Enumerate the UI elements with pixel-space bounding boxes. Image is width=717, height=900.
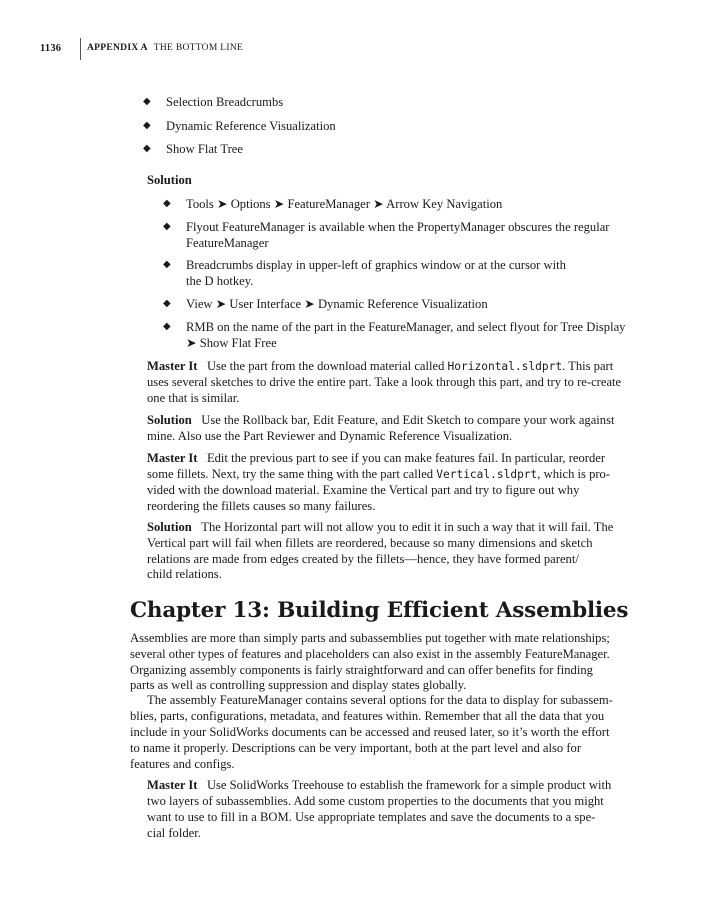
bullet-icon: ◆ <box>163 321 171 332</box>
list-item-line: the D hotkey. <box>186 274 254 288</box>
bullet-icon: ◆ <box>163 221 171 232</box>
paragraph-line: Organizing assembly components is fairly straightforward and can offer benefits for finding <box>130 663 593 677</box>
paragraph-line: include in your SolidWorks documents can be accessed and reused later, so it’s worth the effort <box>130 725 610 739</box>
arrow-separator-icon: ➤ <box>273 197 285 211</box>
appendix-label: APPENDIX A <box>87 43 148 53</box>
master-it-line: Master It Use SolidWorks Treehouse to establish the framework for a simple product with <box>147 778 612 792</box>
paragraph-line: reordering the fillets causes so many failures. <box>147 499 376 513</box>
header-divider <box>80 38 81 60</box>
chapter-heading: Chapter 13: Building Efficient Assemblies <box>130 598 629 623</box>
solution-line: Solution The Horizontal part will not allow you to edit it in such a way that it will fail. The <box>147 520 614 534</box>
running-title <box>87 43 243 53</box>
paragraph-line: one that is similar. <box>147 391 240 405</box>
bullet-icon: ◆ <box>163 259 171 270</box>
list-item: Selection Breadcrumbs <box>166 95 284 109</box>
list-item-line: Breadcrumbs display in upper-left of graphics window or at the cursor with <box>186 258 566 272</box>
paragraph-line: some fillets. Next, try the same thing with the part called Vertical.sldprt, which is pro- <box>147 467 611 481</box>
master-it-line: Master It Use the part from the download material called Horizontal.sldprt. This part <box>147 359 614 373</box>
paragraph-line: Vertical part will fail when fillets are reordered, because so many dimensions and sketch <box>147 536 593 550</box>
solution-label: Solution <box>147 520 192 534</box>
paragraph-line: several other types of features and placeholders can also exist in the assembly FeatureManager. <box>130 647 610 661</box>
paragraph-line: to name it properly. Descriptions can be very important, both at the part level and also for <box>130 741 582 755</box>
solution-heading: Solution <box>147 173 192 187</box>
paragraph-line: two layers of subassemblies. Add some custom properties to the documents that you might <box>147 794 604 808</box>
list-item: Dynamic Reference Visualization <box>166 119 336 133</box>
bullet-icon: ◆ <box>143 143 151 154</box>
arrow-separator-icon: ➤ <box>304 297 315 311</box>
bullet-icon: ◆ <box>163 298 171 309</box>
paragraph-line: vided with the download material. Examine the Vertical part and try to figure out why <box>147 483 580 497</box>
arrow-separator-icon: ➤ <box>216 197 228 211</box>
paragraph-line: parts as well as controlling suppression and display states globally. <box>130 678 467 692</box>
bullet-icon: ◆ <box>143 96 151 107</box>
paragraph-line: child relations. <box>147 567 222 581</box>
paragraph-line: features and configs. <box>130 757 235 771</box>
paragraph-line: relations are made from edges created by the fillets—hence, they have formed parent/ <box>147 552 579 566</box>
list-item-line: RMB on the name of the part in the FeatureManager, and select flyout for Tree Display <box>186 320 626 334</box>
list-item-line: FeatureManager <box>186 236 269 250</box>
master-it-label: Master It <box>147 359 198 373</box>
arrow-separator-icon: ➤ <box>373 197 384 211</box>
arrow-separator-icon: ➤ <box>186 336 197 350</box>
paragraph-line: uses several sketches to drive the entire part. Take a look through this part, and try to re-create <box>147 375 622 389</box>
master-it-line: Master It Edit the previous part to see if you can make features fail. In particular, reorder <box>147 451 606 465</box>
solution-line: Solution Use the Rollback bar, Edit Feature, and Edit Sketch to compare your work against <box>147 413 615 427</box>
running-header <box>0 38 717 60</box>
menu-path: Tools ➤ Options ➤ FeatureManager ➤ Arrow Key Navigation <box>186 197 503 211</box>
paragraph-line: The assembly FeatureManager contains several options for the data to display for subassem- <box>147 693 613 707</box>
list-item-line: Flyout FeatureManager is available when the PropertyManager obscures the regular <box>186 220 610 234</box>
paragraph-line: Assemblies are more than simply parts and subassemblies put together with mate relationships; <box>130 631 610 645</box>
list-item: Show Flat Tree <box>166 142 243 156</box>
paragraph-line: mine. Also use the Part Reviewer and Dynamic Reference Visualization. <box>147 429 513 443</box>
paragraph-line: cial folder. <box>147 826 201 840</box>
filename: Horizontal.sldprt <box>447 360 563 373</box>
page-number: 1136 <box>40 43 62 54</box>
filename: Vertical.sldprt <box>436 468 538 481</box>
arrow-separator-icon: ➤ <box>215 297 227 311</box>
bullet-icon: ◆ <box>163 198 171 209</box>
appendix-title: THE BOTTOM LINE <box>153 43 244 53</box>
master-it-label: Master It <box>147 778 198 792</box>
paragraph-line: want to use to fill in a BOM. Use appropriate templates and save the documents to a spe- <box>147 810 596 824</box>
bullet-icon: ◆ <box>143 120 151 131</box>
menu-path: ➤ Show Flat Free <box>186 336 277 350</box>
solution-label: Solution <box>147 413 192 427</box>
menu-path: View ➤ User Interface ➤ Dynamic Reference Visualization <box>186 297 488 311</box>
master-it-label: Master It <box>147 451 198 465</box>
paragraph-line: blies, parts, configurations, metadata, and features within. Remember that all the data that you <box>130 709 605 723</box>
